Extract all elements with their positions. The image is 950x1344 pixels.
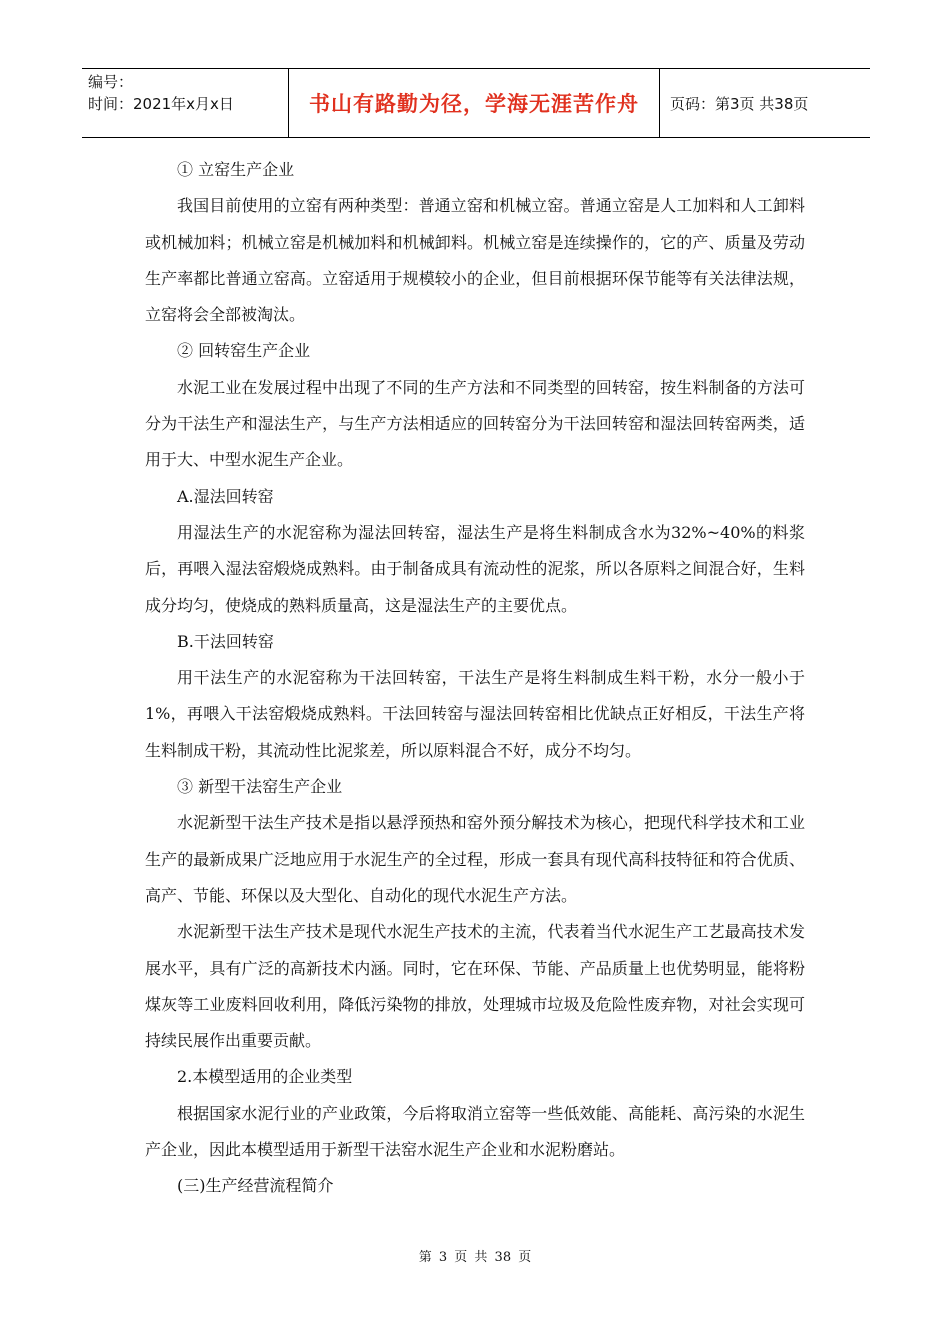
header-motto-cell: [289, 69, 660, 137]
section-heading-vertical-kiln: ① 立窑生产企业: [177, 160, 295, 179]
section-heading-dry-kiln: B.干法回转窑: [177, 631, 274, 651]
section-heading-wet-kiln: A.湿法回转窑: [177, 486, 274, 506]
paragraph-rotary-kiln: 水泥工业在发展过程中出现了不同的生产方法和不同类型的回转窑，按生料制备的方法可分为干法生产和湿法生产，与生产方法相适应的回转窑分为干法回转窑和湿法回转窑两类，适用于大、中型水泥生产企业。: [145, 377, 805, 470]
number-label: 编号：: [88, 73, 134, 91]
page-footer: 第 3 页 共 38 页: [418, 1250, 532, 1265]
paragraph-dry-kiln: 用干法生产的水泥窑称为干法回转窑，干法生产是将生料制成生料干粉，水分一般小于1%，再喂入干法窑煅烧成熟料。干法回转窑与湿法回转窑相比优缺点正好相反，干法生产将生料制成干粉，其流动性比泥浆差，所以原料混合不好，成分不均匀。: [145, 668, 805, 760]
paragraph-new-dry-kiln-advantages: 水泥新型干法生产技术是现代水泥生产技术的主流，代表着当代水泥生产工艺最高技术发展水平，具有广泛的高新技术内涵。同时，它在环保、节能、产品质量上也优势明显，能将粉煤灰等工业废料回收利用，降低污染物的排放，处理城市垃圾及危险性废弃物，对社会实现可持续民展作出重要贡献。: [145, 922, 805, 1051]
time-label: 时间：2021年x月x日: [88, 95, 234, 113]
paragraph-new-dry-kiln-definition: 水泥新型干法生产技术是指以悬浮预热和窑外预分解技术为核心，把现代科学技术和工业生产的最新成果广泛地应用于水泥生产的全过程，形成一套具有现代高科技特征和符合优质、高产、节能、环保以及大型化、自动化的现代水泥生产方法。: [145, 813, 805, 905]
header-page-info: [660, 69, 870, 137]
paragraph-applicable-enterprises: 根据国家水泥行业的产业政策，今后将取消立窑等一些低效能、高能耗、高污染的水泥生产企业，因此本模型适用于新型干法窑水泥生产企业和水泥粉磨站。: [145, 1103, 805, 1160]
page-header: [82, 68, 870, 138]
paragraph-wet-kiln: 用湿法生产的水泥窑称为湿法回转窑，湿法生产是将生料制成含水为32%~40%的料浆后，再喂入湿法窑煅烧成熟料。由于制备成具有流动性的泥浆，所以各原料之间混合好，生料成分均匀，使烧成的熟料质量高，这是湿法生产的主要优点。: [145, 522, 805, 615]
section-heading-applicable-enterprises: 2.本模型适用的企业类型: [177, 1067, 353, 1087]
section-heading-process-overview: (三)生产经营流程简介: [177, 1176, 334, 1196]
motto-text: 书山有路勤为径，学海无涯苦作舟: [309, 92, 639, 116]
section-heading-new-dry-kiln: ③ 新型干法窑生产企业: [177, 777, 343, 797]
document-body: [145, 152, 805, 1205]
paragraph-vertical-kiln: 我国目前使用的立窑有两种类型：普通立窑和机械立窑。普通立窑是人工加料和人工卸料或机械加料；机械立窑是机械加料和机械卸料。机械立窑是连续操作的，它的产、质量及劳动生产率都比普通立窑高。立窑适用于规模较小的企业，但目前根据环保节能等有关法律法规，立窑将会全部被淘汰。: [145, 196, 805, 325]
section-heading-rotary-kiln: ② 回转窑生产企业: [177, 341, 311, 361]
header-meta: [82, 69, 289, 137]
page-info-text: 页码：第3页 共38页: [670, 94, 809, 113]
